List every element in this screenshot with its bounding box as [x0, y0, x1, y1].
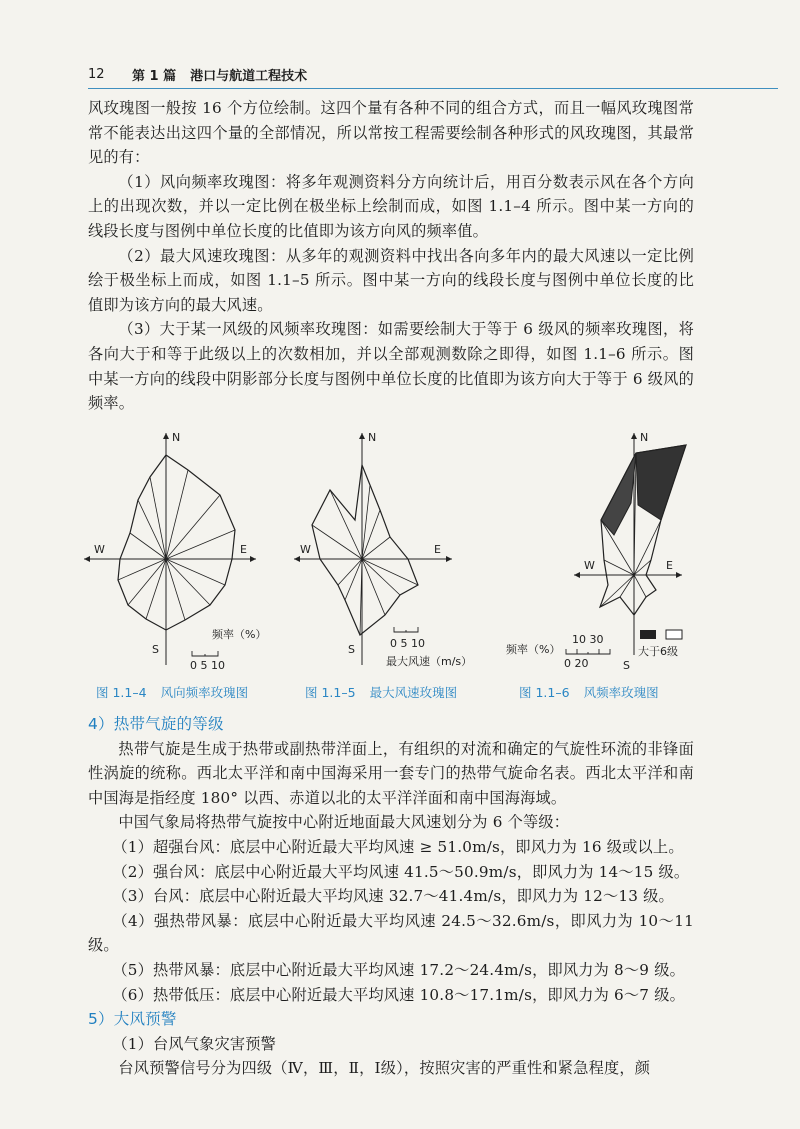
grade-item: （2）强台风：底层中心附近最大平均风速 41.5～50.9m/s，即风力为 14～15 级。 — [112, 862, 690, 881]
legend-open-swatch — [666, 630, 682, 639]
section-4-paragraph-1: 热带气旋是生成于热带或副热带洋面上，有组织的对流和确定的气旋性环流的非锋面性涡旋的统称。西北太平洋和南中国海采用一套专门的热带气旋命名表。西北太平洋和南中国海是指经度 180° 以西、赤道以北的太平洋洋面和南中国海海域。 — [88, 739, 694, 807]
fig6-scale-top: 10 30 — [572, 633, 604, 646]
east-label: E — [240, 543, 247, 556]
page-number: 12 — [88, 66, 105, 82]
caption-fig-1-1-6: 图 1.1–6 风频率玫瑰图 — [519, 685, 659, 700]
max-wind-speed-rose — [290, 425, 490, 680]
east-label: E — [666, 559, 673, 572]
fig6-legend-title: 频率（%） — [506, 643, 561, 656]
section-5-subheading: （1）台风气象灾害预警 — [112, 1034, 277, 1053]
figure-1-1-5 — [290, 425, 490, 685]
fig5-legend-title: 最大风速（m/s） — [386, 655, 473, 668]
section-5-heading: 5）大风预警 — [88, 1010, 177, 1029]
grade-item: （3）台风：底层中心附近最大平均风速 32.7～41.4m/s，即风力为 12～13 级。 — [112, 887, 674, 906]
figure-1-1-4 — [80, 425, 290, 685]
section-4 — [88, 712, 694, 1081]
grade-item: （4）强热带风暴：底层中心附近最大平均风速 24.5～32.6m/s，即风力为 10～11 级。 — [88, 911, 694, 955]
running-header — [88, 62, 778, 86]
chapter-title: 港口与航道工程技术 — [190, 68, 308, 84]
header-rule — [88, 88, 778, 89]
south-label: S — [623, 659, 630, 672]
strong-wind-shaded-area-2 — [601, 453, 636, 535]
west-label: W — [584, 559, 595, 572]
north-label: N — [172, 431, 181, 444]
intro-paragraph-3: （2）最大风速玫瑰图：从多年的观测资料中找出各向多年内的最大风速以一定比例绘于极坐标上而成，如图 1.1–5 所示。图中某一方向的线段长度与图例中单位长度的比值即为该方向的最大风速。 — [88, 246, 694, 314]
fig5-scale: 0 5 10 — [390, 637, 425, 650]
caption-fig-1-1-5: 图 1.1–5 最大风速玫瑰图 — [305, 685, 458, 700]
section-5-paragraph-1: 台风预警信号分为四级（Ⅳ，Ⅲ，Ⅱ，Ⅰ级），按照灾害的严重性和紧急程度，颜 — [118, 1059, 651, 1078]
grade-item: （1）超强台风：底层中心附近最大平均风速 ≥ 51.0m/s，即风力为 16 级或以上。 — [112, 837, 684, 856]
section-4-paragraph-2: 中国气象局将热带气旋按中心附近地面最大风速划分为 6 个等级： — [118, 813, 570, 832]
wind-frequency-rose — [80, 425, 290, 680]
frequency-rose-outline — [118, 455, 235, 630]
fig4-legend-title: 频率（%） — [212, 628, 267, 641]
caption-fig-1-1-4: 图 1.1–4 风向频率玫瑰图 — [96, 685, 249, 700]
chapter-label: 第 1 篇 — [132, 68, 177, 84]
fig4-scale: 0 5 10 — [190, 659, 225, 672]
legend-shaded-swatch — [640, 630, 656, 639]
intro-text — [88, 96, 694, 416]
south-label: S — [152, 643, 159, 656]
figure-1-1-6 — [496, 425, 696, 685]
south-label: S — [348, 643, 355, 656]
north-label: N — [368, 431, 377, 444]
intro-paragraph-4: （3）大于某一风级的风频率玫瑰图：如需要绘制大于等于 6 级风的频率玫瑰图，将各向大于和等于此级以上的次数相加，并以全部观测数除之即得，如图 1.1–6 所示。图中某一方向的线段中阴影部分长度与图例中单位长度的比值即为该方向大于等于 6 级风的频率。 — [88, 320, 694, 413]
fig6-scale-bottom: 0 20 — [564, 657, 589, 670]
north-label: N — [640, 431, 649, 444]
intro-paragraph-1: 风玫瑰图一般按 16 个方位绘制。这四个量有各种不同的组合方式，而且一幅风玫瑰图常常不能表达出这四个量的全部情况，所以常按工程需要绘制各种形式的风玫瑰图，其最常见的有： — [88, 99, 694, 167]
west-label: W — [300, 543, 311, 556]
grade-item: （5）热带风暴：底层中心附近最大平均风速 17.2～24.4m/s，即风力为 8～9 级。 — [112, 960, 685, 979]
section-4-heading: 4）热带气旋的等级 — [88, 715, 224, 733]
west-label: W — [94, 543, 105, 556]
intro-paragraph-2: （1）风向频率玫瑰图：将多年观测资料分方向统计后，用百分数表示风在各个方向上的出现次数，并以一定比例在极坐标上绘制而成，如图 1.1–4 所示。图中某一方向的线段长度与图例中单位长度的比值即为该方向风的频率值。 — [88, 172, 694, 240]
east-label: E — [434, 543, 441, 556]
strong-wind-shaded-area — [636, 445, 686, 520]
fig6-legend-shaded: 大于6级 — [638, 645, 678, 658]
grade-item: （6）热带低压：底层中心附近最大平均风速 10.8～17.1m/s，即风力为 6～7 级。 — [112, 985, 685, 1004]
strong-wind-frequency-rose — [496, 425, 696, 680]
